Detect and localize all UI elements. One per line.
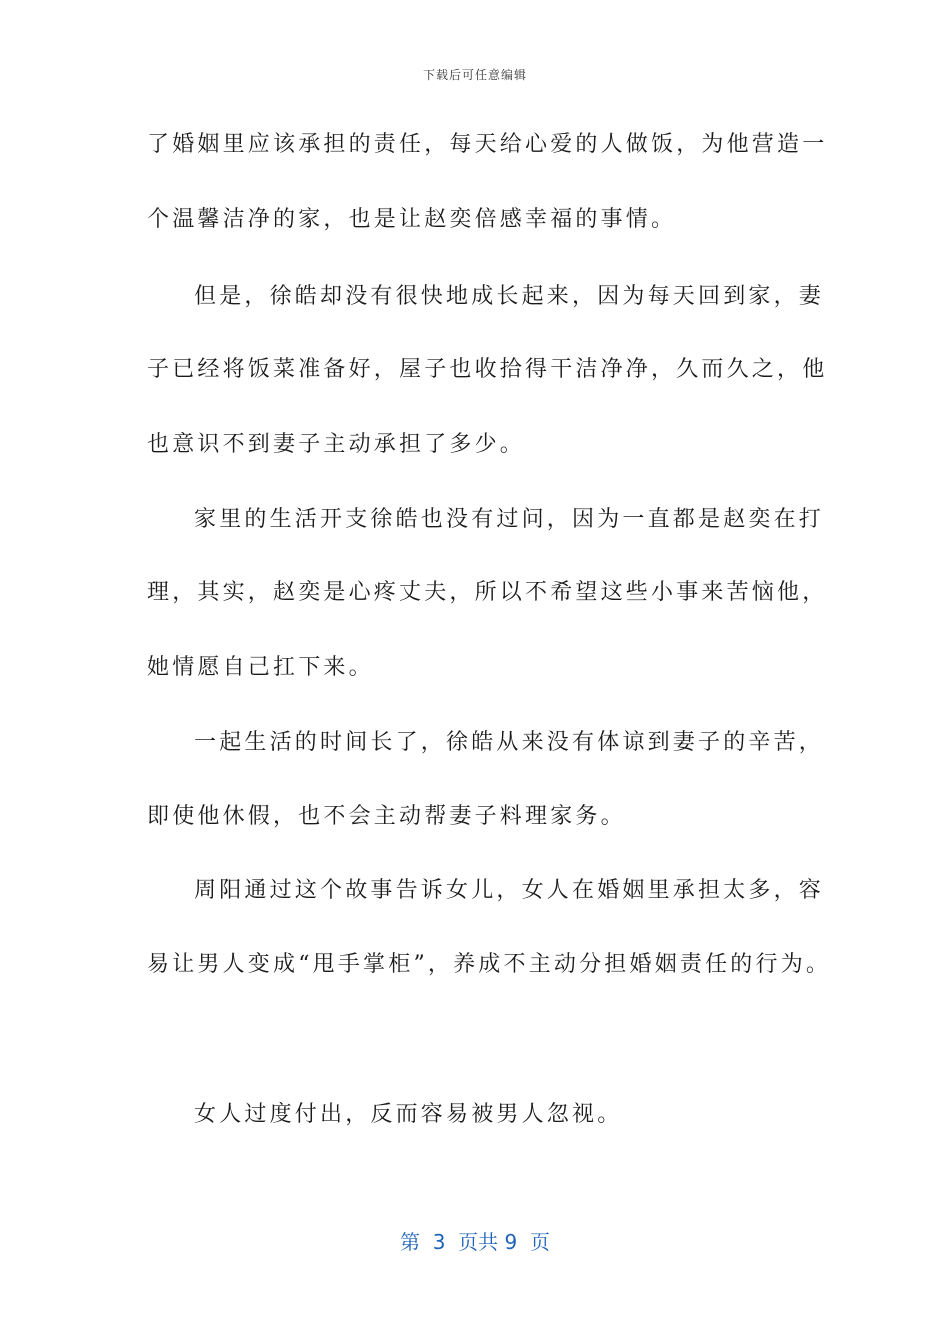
- paragraph-start-line: 一起生活的时间长了，徐皓从来没有体谅到妻子的辛苦，: [194, 730, 825, 755]
- paragraph-start-line: 周阳通过这个故事告诉女儿，女人在婚姻里承担太多，容: [194, 878, 825, 903]
- page-number-footer: 第 3 页共 9 页: [400, 1230, 550, 1254]
- body-line: 她情愿自己扛下来。: [147, 655, 374, 680]
- body-line: 了婚姻里应该承担的责任，每天给心爱的人做饭，为他营造一: [147, 132, 828, 157]
- body-line: 子已经将饭菜准备好，屋子也收拾得干洁净净，久而久之，他: [147, 357, 828, 382]
- body-line: 即使他休假，也不会主动帮妻子料理家务。: [147, 804, 626, 829]
- header-note: 下载后可任意编辑: [422, 68, 527, 82]
- body-line: 也意识不到妻子主动承担了多少。: [147, 432, 526, 457]
- paragraph-start-line: 女人过度付出，反而容易被男人忽视。: [194, 1102, 623, 1127]
- paragraph-start-line: 但是，徐皓却没有很快地成长起来，因为每天回到家，妻: [194, 284, 825, 309]
- body-line: 易让男人变成“甩手掌柜”，养成不主动分担婚姻责任的行为。: [147, 952, 832, 977]
- body-line: 个温馨洁净的家，也是让赵奕倍感幸福的事情。: [147, 207, 677, 232]
- body-line: 理，其实，赵奕是心疼丈夫，所以不希望这些小事来苦恼他，: [147, 580, 828, 605]
- paragraph-start-line: 家里的生活开支徐皓也没有过问，因为一直都是赵奕在打: [194, 507, 825, 532]
